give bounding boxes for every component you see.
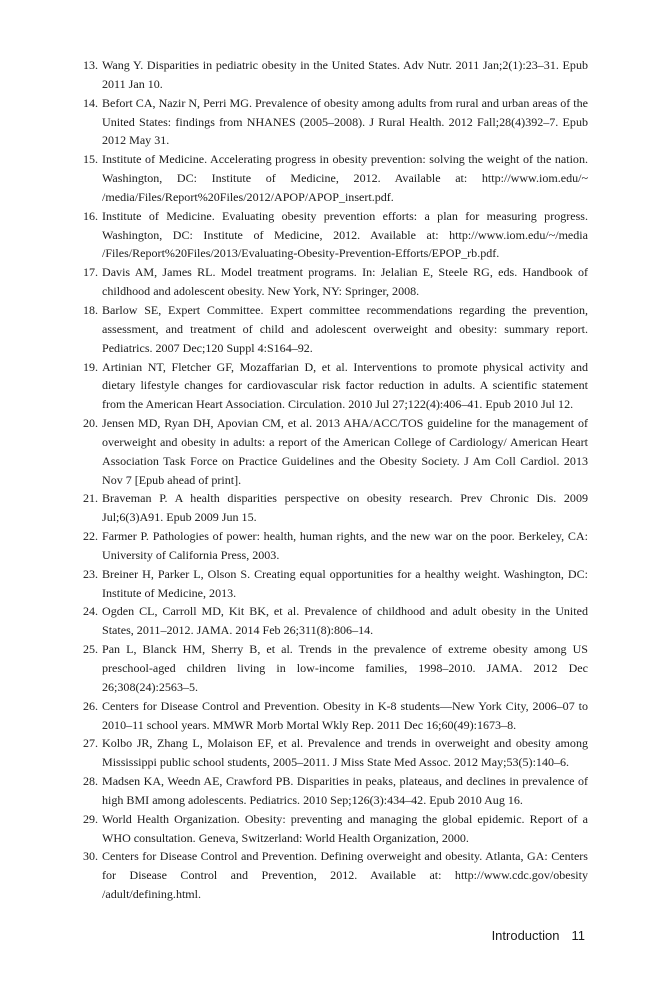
- reference-number: 28.: [82, 774, 98, 789]
- reference-item: [78, 150, 588, 207]
- reference-item: [78, 697, 588, 735]
- reference-item: [78, 358, 588, 415]
- reference-text: World Health Organization. Obesity: preventing and managing the global epidemic. Report of a WHO consultation. Geneva, Switzerland: World Health Organization, 2000.: [102, 811, 588, 845]
- reference-text: Institute of Medicine. Accelerating progress in obesity prevention: solving the weight of the nation. Washington, DC: Institute of Medicine, 2012. Available at: http://www.iom.edu/~ /media/Files/Report%20Files/2012/APOP/APOP_insert.pdf.: [102, 152, 588, 204]
- reference-number: 22.: [82, 529, 98, 544]
- reference-text: Ogden CL, Carroll MD, Kit BK, et al. Prevalence of childhood and adult obesity in the United States, 2011–2012. JAMA. 2014 Feb 26;311(8):806–14.: [102, 604, 588, 638]
- reference-item: [78, 772, 588, 810]
- reference-number: 15.: [82, 152, 98, 167]
- reference-text: Jensen MD, Ryan DH, Apovian CM, et al. 2013 AHA/ACC/TOS guideline for the management of overweight and obesity in adults: a report of the American College of Cardiology/ American Heart Association Task Force on Practice Guidelines and the Obesity Society. J Am Coll Cardiol. 2013 Nov 7 [Epub ahead of print].: [102, 416, 588, 487]
- reference-item: [78, 301, 588, 358]
- reference-item: [78, 602, 588, 640]
- reference-number: 19.: [82, 359, 98, 374]
- reference-text: Centers for Disease Control and Prevention. Defining overweight and obesity. Atlanta, GA: Centers for Disease Control and Prevention, 2012. Available at: http://www.cdc.gov/obesity /adult/defining.html.: [102, 849, 588, 902]
- reference-number: 25.: [82, 642, 98, 657]
- reference-item: [78, 847, 588, 904]
- reference-number: 13.: [82, 58, 98, 72]
- reference-list: [78, 56, 588, 904]
- running-footer-section: Introduction: [491, 928, 560, 943]
- reference-number: 17.: [82, 265, 98, 280]
- reference-number: 26.: [82, 698, 98, 713]
- reference-item: [78, 207, 588, 264]
- reference-number: 20.: [82, 416, 98, 431]
- reference-text: Braveman P. A health disparities perspective on obesity research. Prev Chronic Dis. 2009 Jul;6(3)A91. Epub 2009 Jun 15.: [102, 491, 588, 525]
- reference-text: Centers for Disease Control and Prevention. Obesity in K-8 students—New York City, 2006–07 to 2010–11 school years. MMWR Morb Mortal Wkly Rep. 2011 Dec 16;60(49):1673–8.: [102, 698, 588, 732]
- reference-item: [78, 527, 588, 565]
- reference-item: [78, 640, 588, 697]
- reference-text: Artinian NT, Fletcher GF, Mozaffarian D, et al. Interventions to promote physical activity and dietary lifestyle changes for cardiovascular risk factor reduction in adults. A scientific statement from the American Heart Association. Circulation. 2010 Jul 27;122(4):406–41. Epub 2010 Jul 12.: [102, 359, 588, 412]
- reference-text: Barlow SE, Expert Committee. Expert committee recommendations regarding the prevention, assessment, and treatment of child and adolescent overweight and obesity: summary report. Pediatrics. 2007 Dec;120 Suppl 4:S164–92.: [102, 302, 588, 355]
- page-footer: [492, 928, 585, 943]
- reference-text: Davis AM, James RL. Model treatment programs. In: Jelalian E, Steele RG, eds. Handbook of childhood and adolescent obesity. New York, NY: Springer, 2008.: [102, 265, 588, 299]
- reference-number: 27.: [82, 736, 98, 751]
- reference-number: 23.: [82, 566, 98, 581]
- page-number: 11: [571, 928, 585, 943]
- reference-item: [78, 489, 588, 527]
- reference-text: Befort CA, Nazir N, Perri MG. Prevalence of obesity among adults from rural and urban areas of the United States: findings from NHANES (2005–2008). J Rural Health. 2012 Fall;28(4)392–7. Epub 2012 May 31.: [102, 95, 588, 148]
- reference-number: 18.: [82, 302, 98, 317]
- reference-item: [78, 94, 588, 151]
- reference-text: Madsen KA, Weedn AE, Crawford PB. Disparities in peaks, plateaus, and declines in prevalence of high BMI among adolescents. Pediatrics. 2010 Sep;126(3):434–42. Epub 2010 Aug 16.: [102, 774, 588, 807]
- reference-item: [78, 56, 588, 94]
- reference-number: 14.: [82, 95, 98, 110]
- reference-item: [78, 263, 588, 301]
- reference-number: 24.: [82, 604, 98, 619]
- reference-number: 21.: [82, 491, 98, 506]
- reference-number: 16.: [82, 208, 98, 223]
- reference-text: Institute of Medicine. Evaluating obesity prevention efforts: a plan for measuring progress. Washington, DC: Institute of Medicine, 2012. Available at: http://www.iom.edu/~/media /Files/Report%20Files/2013/Evaluating-Obesity-Prevention-Efforts/EPOP_rb.pdf.: [102, 208, 588, 261]
- reference-text: Pan L, Blanck HM, Sherry B, et al. Trends in the prevalence of extreme obesity among US preschool-aged children living in low-income families, 1998–2010. JAMA. 2012 Dec 26;308(24):2563–5.: [102, 642, 588, 694]
- reference-number: 29.: [82, 811, 98, 826]
- reference-text: Kolbo JR, Zhang L, Molaison EF, et al. Prevalence and trends in overweight and obesity among Mississippi public school students, 2005–2011. J Miss State Med Assoc. 2012 May;53(5):140–6.: [102, 736, 588, 770]
- reference-item: [78, 734, 588, 772]
- reference-number: 30.: [82, 849, 98, 864]
- reference-text: Wang Y. Disparities in pediatric obesity in the United States. Adv Nutr. 2011 Jan;2(1):23–31. Epub 2011 Jan 10.: [102, 58, 588, 91]
- reference-text: Breiner H, Parker L, Olson S. Creating equal opportunities for a healthy weight. Washington, DC: Institute of Medicine, 2013.: [102, 566, 588, 600]
- reference-item: [78, 810, 588, 848]
- reference-text: Farmer P. Pathologies of power: health, human rights, and the new war on the poor. Berkeley, CA: University of California Press, 2003.: [102, 529, 588, 562]
- reference-item: [78, 565, 588, 603]
- reference-item: [78, 414, 588, 489]
